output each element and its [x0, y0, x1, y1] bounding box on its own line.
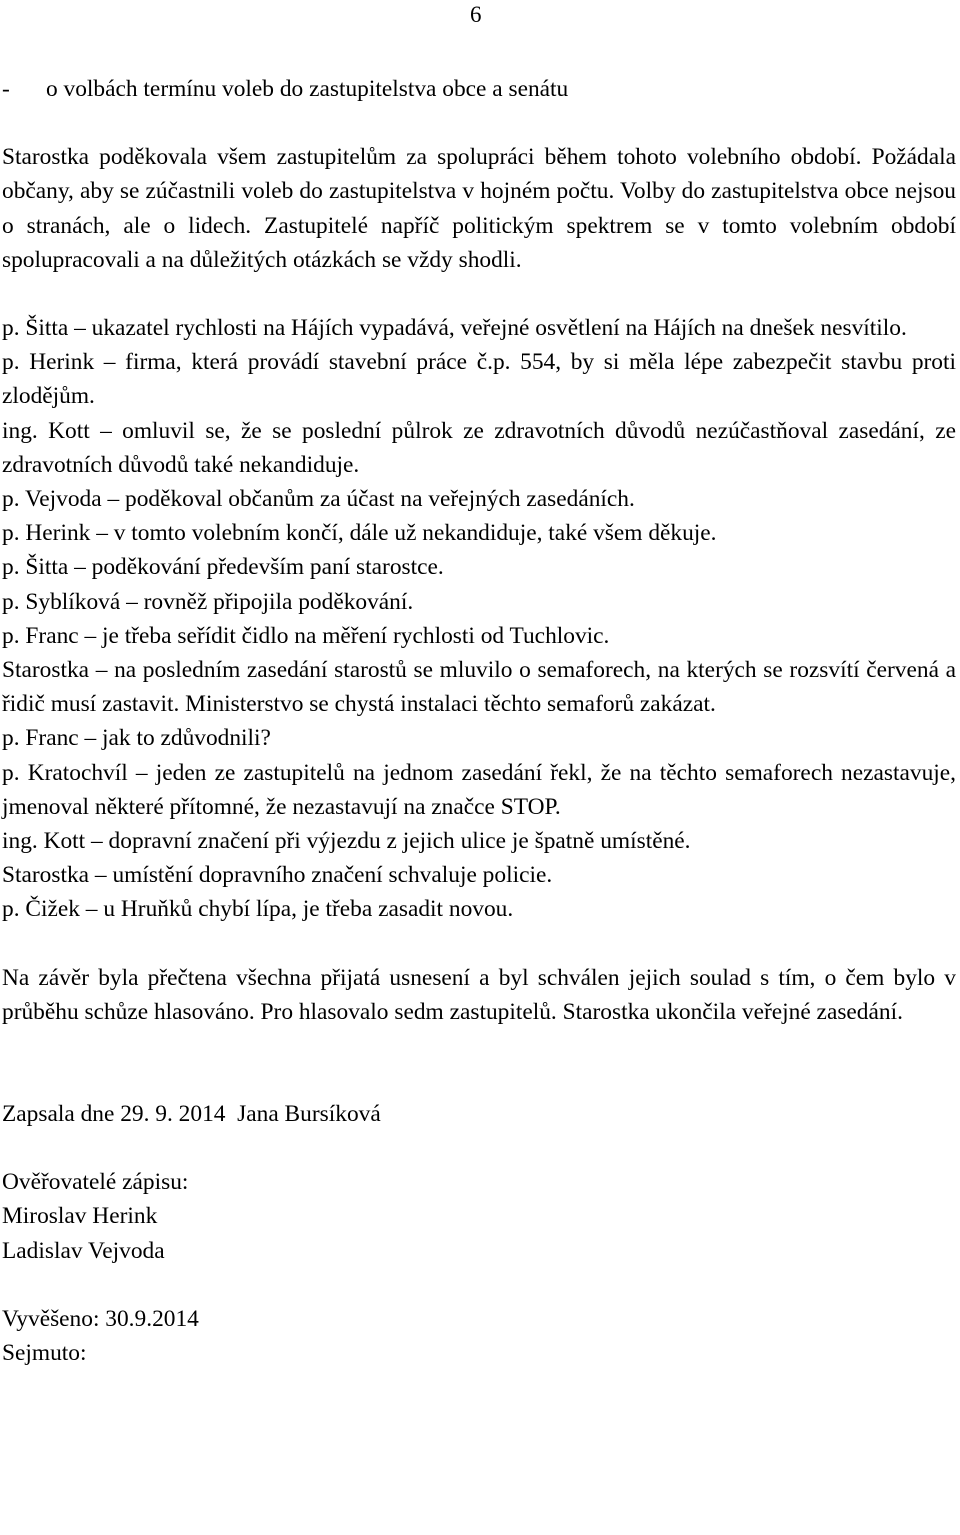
discussion-item: p. Šitta – ukazatel rychlosti na Hájích vypadává, veřejné osvětlení na Hájích na dnešek nesvítilo. — [2, 315, 907, 342]
discussion-item: p. Šitta – poděkování především paní starostce. — [2, 554, 444, 581]
mayor-thanks-paragraph: Starostka poděkovala všem zastupitelům za spolupráci během tohoto volebního období. Požádala občany, aby se zúčastnili voleb do zastupitelstva v hojném počtu. Volby do zastupitelstva obce nejsou o stranách, ale o lidech. Zastupitelé napříč politickým spektrem se v tomto volebním období spolupracovali a na důležitých otázkách se vždy shodli. — [2, 144, 956, 273]
page-number: 6 — [470, 2, 482, 27]
discussion-item: Starostka – umístění dopravního značení schvaluje policie. — [2, 862, 553, 889]
discussion-item: p. Kratochvíl – jeden ze zastupitelů na jednom zasedání řekl, že na těchto semaforech nezastavuje, jmenoval některé přítomné, že nezastavují na značce STOP. — [2, 759, 956, 820]
spacer — [2, 1268, 956, 1302]
verifiers-label: Ověřovatelé zápisu: — [2, 1169, 189, 1196]
document-body — [2, 72, 956, 1370]
verifier-name: Ladislav Vejvoda — [2, 1237, 165, 1264]
discussion-item: ing. Kott – omluvil se, že se poslední půlrok ze zdravotních důvodů nezúčastňoval zasedání, ze zdravotních důvodů také nekandiduje. — [2, 417, 956, 478]
discussion-item: p. Syblíková – rovněž připojila poděkování. — [2, 588, 414, 615]
spacer — [2, 106, 956, 140]
closing-paragraph: Na závěr byla přečtena všechna přijatá usnesení a byl schválen jejich soulad s tím, o čem bylo v průběhu schůze hlasováno. Pro hlasovalo sedm zastupitelů. Starostka ukončila veřejné zasedání. — [2, 964, 956, 1025]
spacer — [2, 927, 956, 961]
posted-date: Vyvěšeno: 30.9.2014 — [2, 1305, 199, 1332]
discussion-item: p. Franc – je třeba seřídit čidlo na měření rychlosti od Tuchlovic. — [2, 622, 610, 649]
spacer — [2, 277, 956, 311]
discussion-item: p. Franc – jak to zdůvodnili? — [2, 725, 271, 752]
recorded-by: Zapsala dne 29. 9. 2014 Jana Bursíková — [2, 1101, 381, 1128]
bullet-text: o volbách termínu voleb do zastupitelstva obce a senátu — [46, 76, 569, 102]
discussion-item: ing. Kott – dopravní značení při výjezdu z jejich ulice je špatně umístěné. — [2, 828, 691, 855]
discussion-item: p. Vejvoda – poděkoval občanům za účast na veřejných zasedáních. — [2, 486, 635, 513]
discussion-item: p. Čižek – u Hruňků chybí lípa, je třeba zasadit novou. — [2, 896, 514, 923]
discussion-item: p. Herink – firma, která provádí stavební práce č.p. 554, by si měla lépe zabezpečit stavbu proti zlodějům. — [2, 349, 956, 410]
verifier-name: Miroslav Herink — [2, 1203, 158, 1230]
bullet-dash: - — [2, 76, 10, 102]
discussion-item: p. Herink – v tomto volebním končí, dále už nekandiduje, také všem děkuje. — [2, 520, 717, 547]
agenda-bullet-item — [2, 72, 956, 106]
discussion-item: Starostka – na posledním zasedání starostů se mluvilo o semaforech, na kterých se rozsvítí červená a řidič musí zastavit. Ministerstvo se chystá instalaci těchto semaforů zakázat. — [2, 657, 956, 718]
spacer — [2, 1029, 956, 1097]
spacer — [2, 1131, 956, 1165]
removed-date: Sejmuto: — [2, 1340, 87, 1367]
